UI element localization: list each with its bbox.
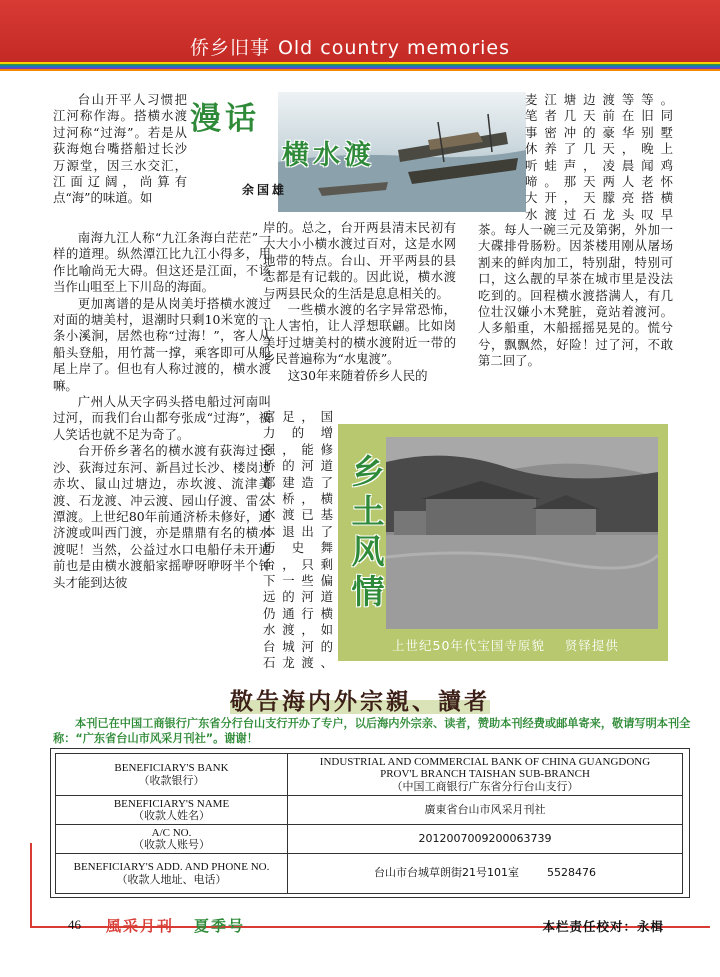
table-row — [56, 796, 683, 825]
paragraph: 一些横水渡的名字异常恐怖，让人害怕，让人浮想联翩。比如岗美圩过塘美村的横水渡附近一带的乡民普遍称为“水鬼渡”。 — [263, 302, 456, 367]
issue-season: 夏季号 — [194, 917, 246, 935]
text-line: 水渡过石龙头叹早 — [525, 206, 673, 222]
paragraph: 台山开平人习惯把江河称作海。搭横水渡过河称“过海”。若是从荻海炮台嘴搭船过长沙万源堂，因三水交汇，江面辽阔，尚算有点“海”的味道。如 — [53, 92, 187, 206]
photo-caption: 上世纪50年代宝国寺原貌 贤铎提供 — [392, 638, 619, 653]
text-line: 都建造了 — [263, 474, 333, 490]
paragraph: 这30年来随着侨乡人民的 — [287, 367, 428, 383]
notice-title: 敬告海内外宗親、讀者 — [230, 689, 490, 715]
article-column-1-lower — [53, 230, 271, 591]
text-line: 历史舞 — [263, 540, 333, 556]
text-line: 力的增 — [263, 425, 333, 441]
text-line: 石龙渡、 — [263, 655, 333, 671]
text-line: 仍通行横 — [263, 605, 333, 621]
paragraph: 更加离谱的是从岗美圩搭横水渡过对面的塘美村，退潮时只剩10米宽的一条小溪涧，居然也称“过海！”，客人从船头登船，用竹蒿一撑，乘客即可从船尾上岸了。但也有人称过渡的，横水渡嘛。 — [53, 295, 271, 393]
text-line: 事密冲的豪华别墅 — [525, 124, 673, 140]
table-row — [56, 825, 683, 854]
text-line: 远的河道 — [263, 589, 333, 605]
article-column-3-top — [525, 92, 673, 223]
vertical-char: 土 — [351, 492, 385, 531]
text-line: 水渡已基 — [263, 507, 333, 523]
text-line: 台城河的 — [263, 638, 333, 654]
section-title: 侨乡旧事 Old country memories — [189, 37, 510, 59]
text-line: 麦江塘边渡等等。 — [525, 92, 673, 107]
text-line: 下一些偏 — [263, 573, 333, 589]
text-line: 啼。那天两人老怀 — [525, 174, 673, 190]
table-label: BENEFICIARY'S NAME （收款人姓名） — [56, 796, 288, 825]
proofreader-credit: 本栏责任校对：永楫 — [542, 919, 664, 934]
text-line: 桥的河道 — [263, 458, 333, 474]
text-line: 休养了几天，晚上 — [525, 141, 673, 157]
table-value: 2012007009200063739 — [288, 825, 683, 854]
paragraph: 广州人从天字码头搭电船过河南叫过河，而我们台山都夸张成“过海”，被人笑话也就不足为奇了。 — [53, 394, 271, 442]
paragraph: 南海九江人称“九江条海白茫茫”一样的道理。纵然潭江比九江小得多，用作比喻尚无大碍。但这还是江面，不该当作山咀至上下川岛的海面。 — [53, 230, 271, 295]
text-line: 水渡，如 — [263, 622, 333, 638]
vertical-char: 情 — [351, 572, 385, 611]
article-title-line1: 漫话 — [190, 101, 260, 137]
article-title-line2: 横水渡 — [282, 140, 375, 171]
feature-vertical-title — [348, 452, 388, 612]
table-label: BENEFICIARY'S BANK （收款银行） — [56, 754, 288, 796]
temple-photo — [386, 437, 658, 629]
article-column-1-text — [53, 92, 187, 230]
author: 余国雄 — [242, 183, 288, 197]
paragraph: 台开侨乡著名的横水渡有荻海过长沙、荻海过东河、新昌过长沙、楼岗过赤坎、鼠山过塘边，赤坎渡、流津美渡、石龙渡、冲云渡、园山仔渡、雷公潭渡。上世纪80年前通济桥未修好，通济渡或叫西门渡，亦是鼎鼎有名的横水渡呢！当然，公益过水口电船仔未开通前也是由横水渡船家摇咿呀咿呀半个钟头才能到达彼 — [53, 443, 271, 590]
table-value: 台山市台城草朗街21号101室 5528476 — [288, 854, 683, 894]
article-column-2 — [263, 220, 456, 384]
vertical-char: 风 — [351, 532, 385, 571]
vertical-char: 乡 — [351, 452, 385, 491]
magazine-name: 風采月刊 — [106, 917, 175, 935]
text-line: 大桥，横 — [263, 491, 333, 507]
text-line: 强，能修 — [263, 441, 333, 457]
article-column-3 — [478, 222, 673, 370]
bank-info-table — [55, 753, 683, 894]
table-value: 廣東省台山市风采月刊社 — [288, 796, 683, 825]
rainbow-stripe — [0, 62, 720, 71]
text-line: 听蛙声，凌晨闻鸡 — [525, 157, 673, 173]
page-number: 46 — [68, 917, 81, 932]
photo-credit: 贤铎提供 — [564, 638, 619, 653]
text-line: 台，只剩 — [263, 556, 333, 572]
paragraph: 岸的。总之，台开两县清末民初有大大小小横水渡过百对，这是水网地带的特点。台山、开平两县的县志都是有记载的。因此说，横水渡与两县民众的生活是息息相关的。 — [263, 220, 456, 301]
text-line: 大开，天朦亮搭横 — [525, 190, 673, 206]
paragraph: 茶。每人一碗三元及第粥，外加一大碟排骨肠粉。因茶楼用刚从屠场割来的鲜肉加工，特别甜，特别可口，这么靓的早茶在城市里是没法吃到的。回程横水渡搭满人，有几位壮汉嫌小木凳脏，竟站着渡河。人多船重，木船摇摇晃晃的。慌兮兮，飘飘然，好险！过了河，不敢第二回了。 — [478, 222, 673, 369]
table-row — [56, 854, 683, 894]
table-value: INDUSTRIAL AND COMMERCIAL BANK OF CHINA GUANGDONG PROV'L BRANCH TAISHAN SUB-BRANCH （中国工商银行广东省分行台山支行） — [288, 754, 683, 796]
table-row — [56, 754, 683, 796]
text-line: 笔者几天前在旧同 — [525, 108, 673, 124]
article-column-2-narrow — [263, 409, 333, 672]
text-line: 本退出了 — [263, 523, 333, 539]
footer-vertical-rule — [30, 843, 32, 928]
table-label: BENEFICIARY'S ADD. AND PHONE NO. （收款人地址、电话） — [56, 854, 288, 894]
table-label: A/C NO. （收款人账号） — [56, 825, 288, 854]
text-line: 富足，国 — [263, 409, 333, 424]
notice-text: 本刊已在中国工商银行广东省分行台山支行开办了专户，以后海内外宗亲、读者，赞助本刊经费或邮单寄来，敬请写明本刊全称：“广东省台山市风采月刊社”。谢谢！ — [53, 717, 691, 745]
